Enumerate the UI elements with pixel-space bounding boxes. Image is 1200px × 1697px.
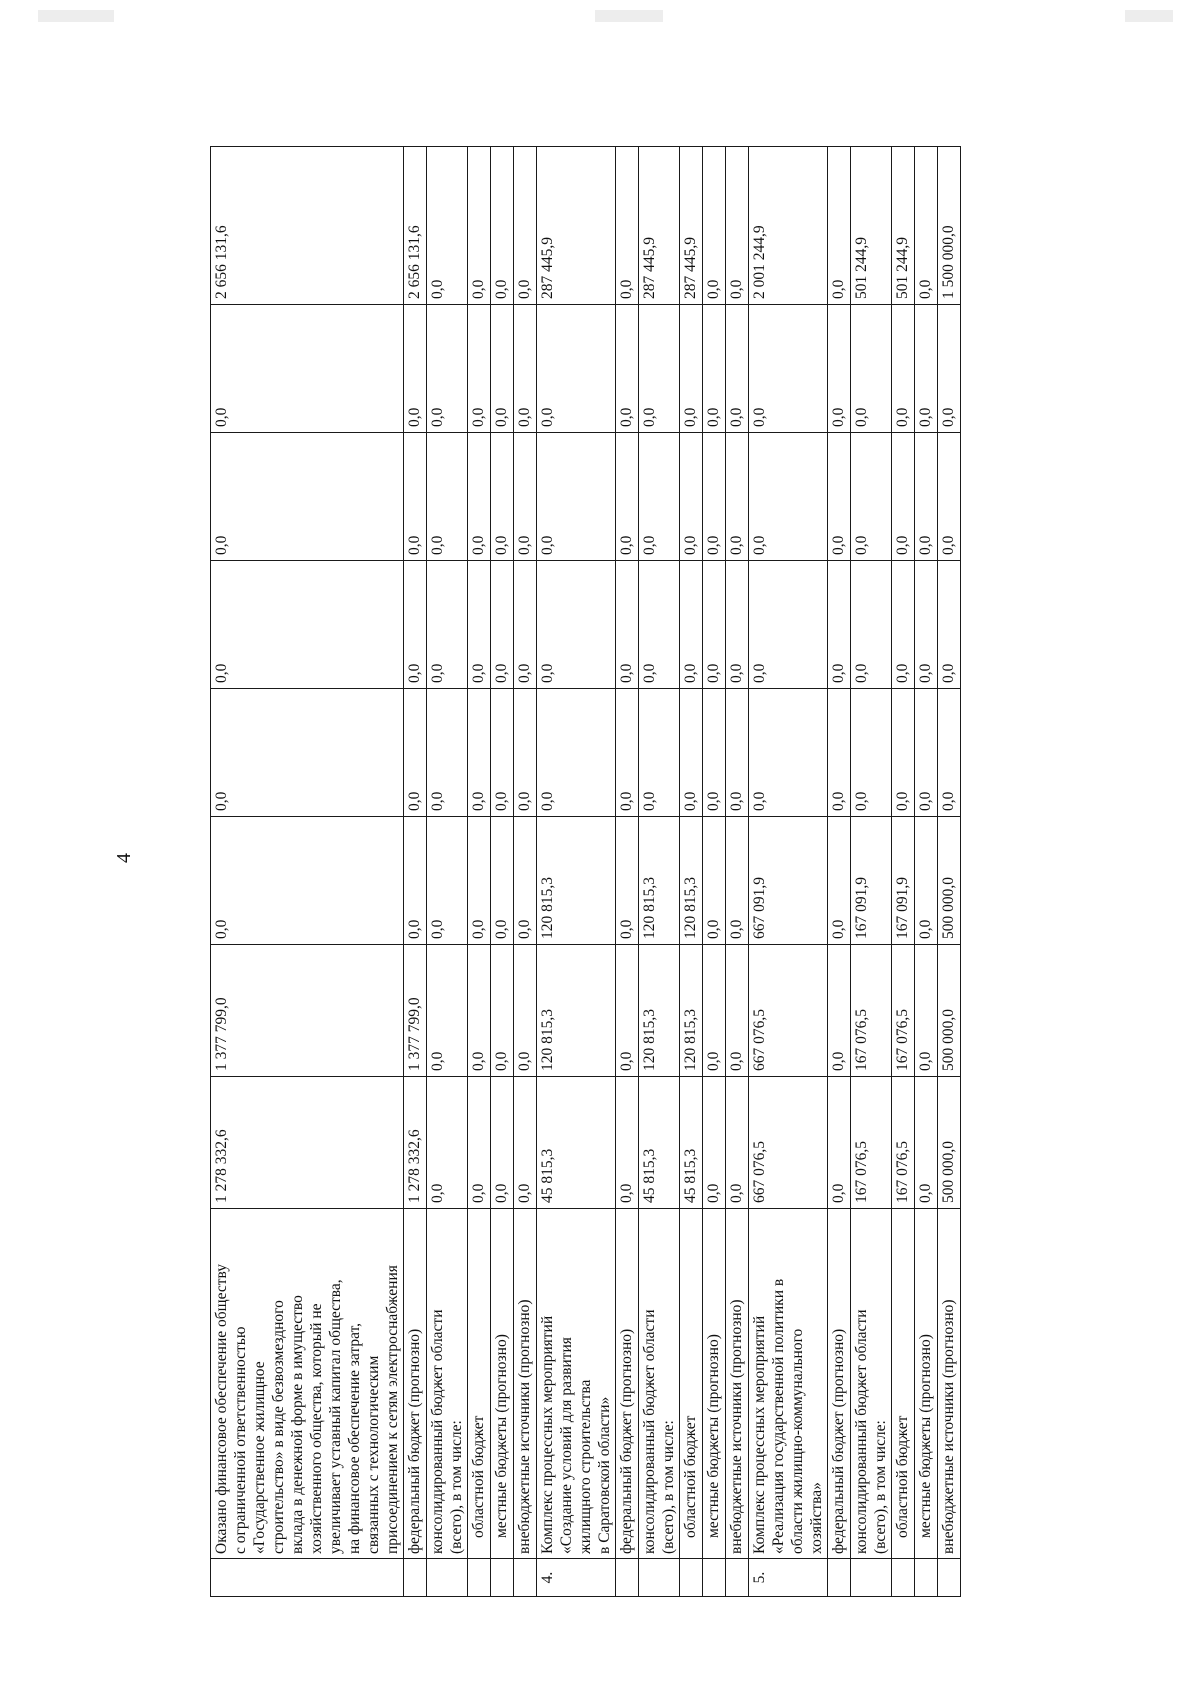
value-cell: 0,0 <box>468 817 491 945</box>
value-cell: 45 815,3 <box>537 1077 616 1209</box>
table-row <box>427 147 468 1597</box>
total-cell: 0,0 <box>828 147 851 305</box>
value-cell: 0,0 <box>703 817 726 945</box>
value-cell: 0,0 <box>915 433 938 561</box>
value-cell: 0,0 <box>892 689 915 817</box>
value-cell: 0,0 <box>680 433 703 561</box>
scan-mark-center <box>595 10 663 22</box>
value-cell: 0,0 <box>938 561 961 689</box>
value-cell: 120 815,3 <box>639 945 680 1077</box>
value-cell: 0,0 <box>851 433 892 561</box>
row-name-cell: федеральный бюджет (прогнозно) <box>616 1209 639 1559</box>
row-name-cell: областной бюджет <box>468 1209 491 1559</box>
value-cell: 0,0 <box>537 689 616 817</box>
value-cell: 0,0 <box>851 689 892 817</box>
value-cell: 0,0 <box>427 945 468 1077</box>
row-name-cell: федеральный бюджет (прогнозно) <box>828 1209 851 1559</box>
row-name-cell: консолидированный бюджет области (всего), в том числе: <box>427 1209 468 1559</box>
row-name-cell: местные бюджеты (прогнозно) <box>703 1209 726 1559</box>
row-name-cell: внебюджетные источники (прогнозно) <box>514 1209 537 1559</box>
value-cell: 0,0 <box>514 689 537 817</box>
row-number-cell <box>616 1559 639 1597</box>
value-cell: 0,0 <box>514 817 537 945</box>
row-name-cell: внебюджетные источники (прогнозно) <box>938 1209 961 1559</box>
value-cell: 45 815,3 <box>639 1077 680 1209</box>
value-cell: 0,0 <box>726 305 749 433</box>
value-cell: 0,0 <box>514 1077 537 1209</box>
value-cell: 0,0 <box>726 945 749 1077</box>
total-cell: 0,0 <box>427 147 468 305</box>
value-cell: 0,0 <box>468 1077 491 1209</box>
value-cell: 0,0 <box>938 689 961 817</box>
total-cell: 287 445,9 <box>680 147 703 305</box>
value-cell: 120 815,3 <box>537 817 616 945</box>
row-name-cell: консолидированный бюджет области (всего), в том числе: <box>851 1209 892 1559</box>
value-cell: 0,0 <box>915 1077 938 1209</box>
row-number-cell <box>211 1559 404 1597</box>
value-cell: 0,0 <box>892 305 915 433</box>
value-cell: 167 091,9 <box>851 817 892 945</box>
total-cell: 0,0 <box>915 147 938 305</box>
value-cell: 0,0 <box>828 945 851 1077</box>
value-cell: 0,0 <box>616 1077 639 1209</box>
value-cell: 1 278 332,6 <box>404 1077 427 1209</box>
table-row <box>616 147 639 1597</box>
value-cell: 0,0 <box>639 689 680 817</box>
value-cell: 0,0 <box>639 305 680 433</box>
value-cell: 167 076,5 <box>851 945 892 1077</box>
table-row <box>749 147 828 1597</box>
value-cell: 0,0 <box>639 433 680 561</box>
row-number-cell: 4. <box>537 1559 616 1597</box>
total-cell: 501 244,9 <box>851 147 892 305</box>
value-cell: 0,0 <box>915 945 938 1077</box>
value-cell: 0,0 <box>491 1077 514 1209</box>
value-cell: 0,0 <box>851 561 892 689</box>
value-cell: 0,0 <box>726 561 749 689</box>
table-row <box>468 147 491 1597</box>
value-cell: 0,0 <box>915 305 938 433</box>
value-cell: 0,0 <box>491 817 514 945</box>
table-row <box>211 147 404 1597</box>
value-cell: 0,0 <box>938 305 961 433</box>
value-cell: 1 377 799,0 <box>404 945 427 1077</box>
value-cell: 0,0 <box>703 945 726 1077</box>
row-number-cell <box>680 1559 703 1597</box>
value-cell: 0,0 <box>680 689 703 817</box>
value-cell: 0,0 <box>749 433 828 561</box>
total-cell: 0,0 <box>616 147 639 305</box>
scan-mark-right <box>1125 10 1173 22</box>
row-number-cell <box>703 1559 726 1597</box>
value-cell: 0,0 <box>828 433 851 561</box>
row-name-cell: внебюджетные источники (прогнозно) <box>726 1209 749 1559</box>
value-cell: 0,0 <box>404 305 427 433</box>
value-cell: 0,0 <box>427 433 468 561</box>
row-name-cell: областной бюджет <box>892 1209 915 1559</box>
value-cell: 120 815,3 <box>537 945 616 1077</box>
value-cell: 167 091,9 <box>892 817 915 945</box>
total-cell: 501 244,9 <box>892 147 915 305</box>
value-cell: 0,0 <box>828 305 851 433</box>
value-cell: 0,0 <box>514 945 537 1077</box>
value-cell: 167 076,5 <box>892 945 915 1077</box>
row-number-cell <box>639 1559 680 1597</box>
table-row <box>514 147 537 1597</box>
total-cell: 2 656 131,6 <box>211 147 404 305</box>
value-cell: 0,0 <box>680 561 703 689</box>
value-cell: 0,0 <box>892 433 915 561</box>
value-cell: 0,0 <box>491 945 514 1077</box>
value-cell: 0,0 <box>892 561 915 689</box>
value-cell: 0,0 <box>680 305 703 433</box>
table-row <box>639 147 680 1597</box>
value-cell: 0,0 <box>468 945 491 1077</box>
row-number-cell <box>892 1559 915 1597</box>
value-cell: 0,0 <box>726 817 749 945</box>
row-name-cell: Оказано финансовое обеспечение обществу с ограниченной ответственностью «Государственное жилищное строительство» в виде безвозмездного вклада в денежной форме в имущество хозяйственного общества, который не увеличивает уставный капитал общества, на финансовое обеспечение затрат, связанных с технологическим присоединением к сетям электроснабжения <box>211 1209 404 1559</box>
value-cell: 667 091,9 <box>749 817 828 945</box>
value-cell: 0,0 <box>468 561 491 689</box>
value-cell: 167 076,5 <box>892 1077 915 1209</box>
value-cell: 0,0 <box>616 945 639 1077</box>
value-cell: 0,0 <box>427 1077 468 1209</box>
row-number-cell <box>915 1559 938 1597</box>
row-name-cell: консолидированный бюджет области (всего), в том числе: <box>639 1209 680 1559</box>
row-name-cell: федеральный бюджет (прогнозно) <box>404 1209 427 1559</box>
value-cell: 0,0 <box>404 689 427 817</box>
value-cell: 0,0 <box>404 433 427 561</box>
row-name-cell: местные бюджеты (прогнозно) <box>491 1209 514 1559</box>
value-cell: 0,0 <box>514 305 537 433</box>
row-number-cell <box>404 1559 427 1597</box>
value-cell: 0,0 <box>211 561 404 689</box>
total-cell: 1 500 000,0 <box>938 147 961 305</box>
value-cell: 0,0 <box>468 305 491 433</box>
table-row <box>537 147 616 1597</box>
table-row <box>404 147 427 1597</box>
row-number-cell <box>938 1559 961 1597</box>
value-cell: 0,0 <box>468 433 491 561</box>
table-row <box>703 147 726 1597</box>
value-cell: 0,0 <box>211 689 404 817</box>
row-name-cell: областной бюджет <box>680 1209 703 1559</box>
value-cell: 0,0 <box>211 817 404 945</box>
value-cell: 0,0 <box>468 689 491 817</box>
value-cell: 0,0 <box>211 305 404 433</box>
value-cell: 0,0 <box>639 561 680 689</box>
table-row <box>851 147 892 1597</box>
total-cell: 0,0 <box>491 147 514 305</box>
value-cell: 0,0 <box>703 689 726 817</box>
value-cell: 0,0 <box>703 305 726 433</box>
value-cell: 1 377 799,0 <box>211 945 404 1077</box>
value-cell: 0,0 <box>491 305 514 433</box>
total-cell: 2 001 244,9 <box>749 147 828 305</box>
value-cell: 0,0 <box>427 689 468 817</box>
value-cell: 0,0 <box>404 817 427 945</box>
value-cell: 0,0 <box>726 1077 749 1209</box>
value-cell: 500 000,0 <box>938 817 961 945</box>
value-cell: 0,0 <box>537 305 616 433</box>
value-cell: 0,0 <box>703 1077 726 1209</box>
value-cell: 0,0 <box>915 817 938 945</box>
total-cell: 0,0 <box>468 147 491 305</box>
value-cell: 0,0 <box>616 305 639 433</box>
value-cell: 0,0 <box>514 433 537 561</box>
row-name-cell: местные бюджеты (прогнозно) <box>915 1209 938 1559</box>
row-number-cell <box>828 1559 851 1597</box>
row-number-cell <box>851 1559 892 1597</box>
table-row <box>892 147 915 1597</box>
value-cell: 0,0 <box>726 689 749 817</box>
value-cell: 0,0 <box>938 433 961 561</box>
value-cell: 0,0 <box>915 689 938 817</box>
value-cell: 45 815,3 <box>680 1077 703 1209</box>
total-cell: 2 656 131,6 <box>404 147 427 305</box>
value-cell: 0,0 <box>491 689 514 817</box>
total-cell: 0,0 <box>514 147 537 305</box>
value-cell: 0,0 <box>749 689 828 817</box>
budget-table <box>210 146 961 1597</box>
total-cell: 0,0 <box>726 147 749 305</box>
value-cell: 0,0 <box>828 1077 851 1209</box>
row-number-cell <box>491 1559 514 1597</box>
value-cell: 0,0 <box>616 817 639 945</box>
value-cell: 667 076,5 <box>749 1077 828 1209</box>
table-row <box>938 147 961 1597</box>
value-cell: 0,0 <box>427 305 468 433</box>
value-cell: 0,0 <box>616 561 639 689</box>
value-cell: 667 076,5 <box>749 945 828 1077</box>
value-cell: 0,0 <box>828 689 851 817</box>
scan-mark-left <box>38 10 114 22</box>
value-cell: 500 000,0 <box>938 945 961 1077</box>
row-name-cell: Комплекс процессных мероприятий «Реализация государственной политики в области жилищно-коммунального хозяйства» <box>749 1209 828 1559</box>
total-cell: 287 445,9 <box>639 147 680 305</box>
value-cell: 0,0 <box>514 561 537 689</box>
row-number-cell <box>427 1559 468 1597</box>
value-cell: 0,0 <box>427 561 468 689</box>
value-cell: 0,0 <box>616 433 639 561</box>
table-row <box>726 147 749 1597</box>
value-cell: 167 076,5 <box>851 1077 892 1209</box>
value-cell: 0,0 <box>726 433 749 561</box>
table-row <box>491 147 514 1597</box>
page-number: 4 <box>113 853 135 863</box>
value-cell: 0,0 <box>537 561 616 689</box>
value-cell: 0,0 <box>749 561 828 689</box>
value-cell: 120 815,3 <box>680 817 703 945</box>
value-cell: 500 000,0 <box>938 1077 961 1209</box>
rotated-budget-table <box>210 147 1200 1597</box>
value-cell: 0,0 <box>828 561 851 689</box>
row-number-cell: 5. <box>749 1559 828 1597</box>
value-cell: 0,0 <box>427 817 468 945</box>
total-cell: 287 445,9 <box>537 147 616 305</box>
row-number-cell <box>514 1559 537 1597</box>
value-cell: 0,0 <box>703 561 726 689</box>
value-cell: 0,0 <box>703 433 726 561</box>
value-cell: 0,0 <box>851 305 892 433</box>
value-cell: 0,0 <box>915 561 938 689</box>
table-row <box>915 147 938 1597</box>
table-row <box>828 147 851 1597</box>
value-cell: 120 815,3 <box>680 945 703 1077</box>
row-number-cell <box>726 1559 749 1597</box>
value-cell: 0,0 <box>616 689 639 817</box>
value-cell: 0,0 <box>749 305 828 433</box>
value-cell: 120 815,3 <box>639 817 680 945</box>
value-cell: 0,0 <box>211 433 404 561</box>
row-name-cell: Комплекс процессных мероприятий «Создание условий для развития жилищного строительства в Саратовской области» <box>537 1209 616 1559</box>
value-cell: 0,0 <box>828 817 851 945</box>
value-cell: 0,0 <box>491 433 514 561</box>
table-row <box>680 147 703 1597</box>
total-cell: 0,0 <box>703 147 726 305</box>
row-number-cell <box>468 1559 491 1597</box>
value-cell: 1 278 332,6 <box>211 1077 404 1209</box>
value-cell: 0,0 <box>491 561 514 689</box>
value-cell: 0,0 <box>404 561 427 689</box>
value-cell: 0,0 <box>537 433 616 561</box>
